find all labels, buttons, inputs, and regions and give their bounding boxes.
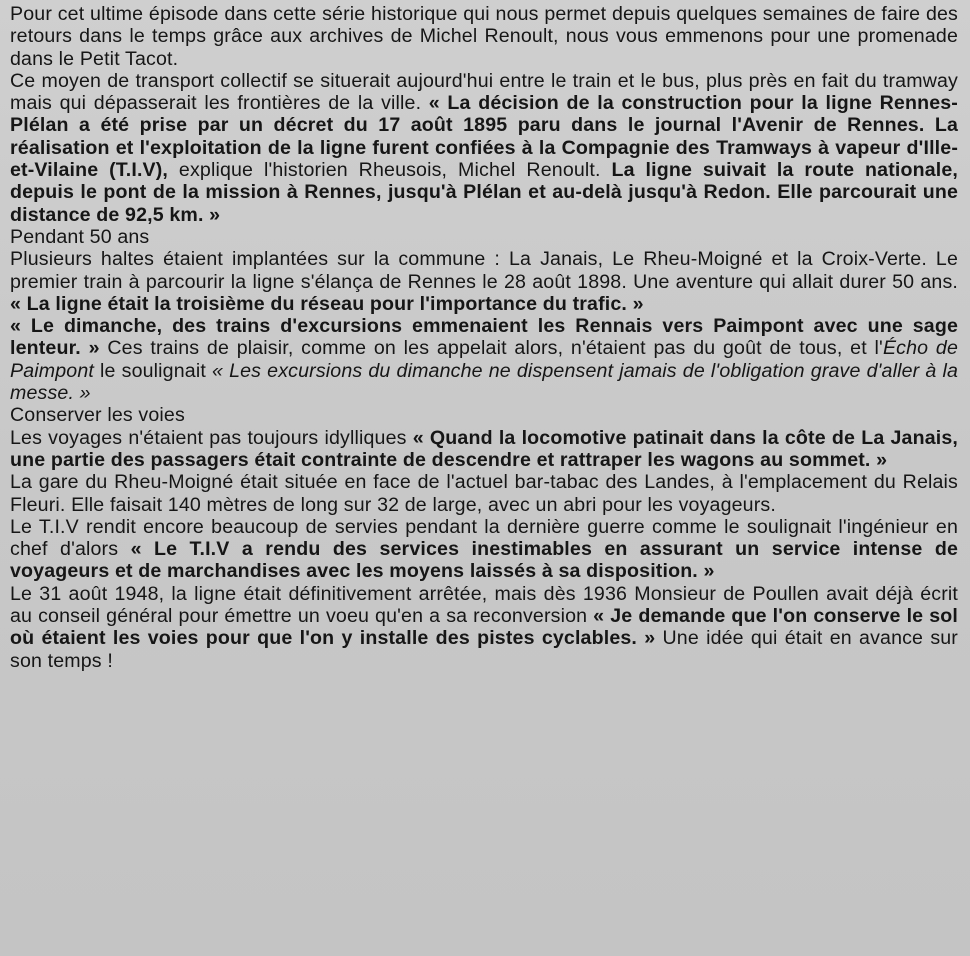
paragraph-intro <box>10 3 958 70</box>
body-text: explique l'historien Rheusois, Michel Renoult. <box>168 159 612 182</box>
publication-title: Écho de Paimpont <box>10 337 959 382</box>
body-text: Plusieurs haltes étaient implantées sur la commune : La Janais, Le Rheu-Moigné et la Croix-Verte. Le premier train à parcourir la ligne s'élança de Rennes le 28 août 1898. Une aventure qui allait durer 50 ans. <box>10 248 958 293</box>
body-text: Ces trains de plaisir, comme on les appelait alors, n'étaient pas du goût de tous, et l' <box>99 337 883 360</box>
paragraph-haltes <box>10 248 958 315</box>
body-text: Ce moyen de transport collectif se situerait aujourd'hui entre le train et le bus, plus près en fait du tramway mais qui dépasserait les frontières de la ville. <box>10 69 958 115</box>
paragraph-transport <box>10 70 958 226</box>
body-text: La gare du Rheu-Moigné était située en face de l'actuel bar-tabac des Landes, à l'emplacement du Relais Fleuri. Elle faisait 140 mètres de long sur 32 de large, avec un abri pour les voyageurs. <box>10 471 958 516</box>
quote-locomotive: « Quand la locomotive patinait dans la côte de La Janais, une partie des passagers était contrainte de descendre et rattraper les wagons au sommet. » <box>10 426 958 471</box>
paragraph-guerre <box>10 516 958 583</box>
article-body <box>10 3 958 672</box>
quote-route: La ligne suivait la route nationale, depuis le pont de la mission à Rennes, jusqu'à Plélan et au-delà jusqu'à Redon. Elle parcourait une distance de 92,5 km. » <box>10 159 958 226</box>
quote-services: « Le T.I.V a rendu des services inestimables en assurant un service intense de voyageurs et de marchandises avec les moyens laissés à sa disposition. » <box>10 538 958 583</box>
body-text: Le 31 août 1948, la ligne était définitivement arrêtée, mais dès 1936 Monsieur de Poullen avait déjà écrit au conseil général pour émettre un voeu qu'en a sa reconversion <box>10 582 958 628</box>
body-text: Le T.I.V rendit encore beaucoup de servies pendant la dernière guerre comme le soulignait l'ingénieur en chef d'alors <box>10 515 958 561</box>
quote-traffic: « La ligne était la troisième du réseau pour l'importance du trafic. » <box>10 292 644 315</box>
section-heading-pendant-50-ans: Pendant 50 ans <box>10 225 150 248</box>
quote-sunday: « Le dimanche, des trains d'excursions emmenaient les Rennais vers Paimpont avec une sage lenteur. » <box>10 315 958 360</box>
paragraph-gare <box>10 471 958 516</box>
body-text: le soulignait <box>93 359 212 382</box>
intro-text: Pour cet ultime épisode dans cette série historique qui nous permet depuis quelques semaines de faire des retours dans le temps grâce aux archives de Michel Renoult, nous vous emmenons pour une promenade dans le Petit Tacot. <box>10 3 958 70</box>
paragraph-voyages <box>10 427 958 472</box>
paragraph-fin-ligne <box>10 583 958 672</box>
body-text: Les voyages n'étaient pas toujours idylliques <box>10 426 413 449</box>
quote-messe: « Les excursions du dimanche ne dispensent jamais de l'obligation grave d'aller à la messe. » <box>10 359 958 405</box>
section-heading-conserver-les-voies: Conserver les voies <box>10 404 185 427</box>
paragraph-dimanche <box>10 315 958 404</box>
quote-pistes-cyclables: « Je demande que l'on conserve le sol où étaient les voies pour que l'on y installe des pistes cyclables. » <box>10 605 958 650</box>
quote-decree: « La décision de la construction pour la ligne Rennes-Plélan a été prise par un décret du 17 août 1895 paru dans le journal l'Avenir de Rennes. La réalisation et l'exploitation de la ligne furent confiées à la Compagnie des Tramways à vapeur d'Ille-et-Vilaine (T.I.V), <box>10 92 958 182</box>
body-text: Une idée qui était en avance sur son temps ! <box>10 627 958 672</box>
